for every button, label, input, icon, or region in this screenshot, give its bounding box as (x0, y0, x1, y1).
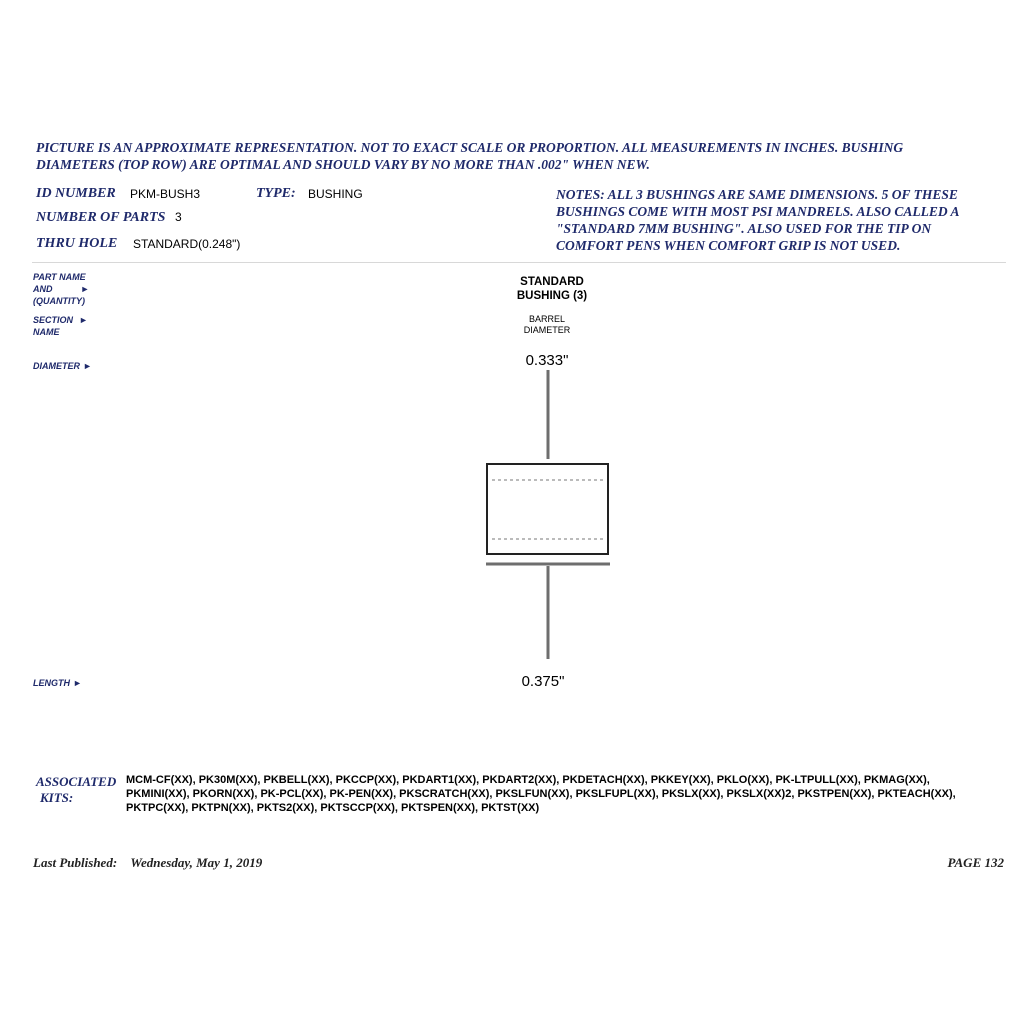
id-number-label: ID NUMBER (36, 186, 116, 201)
bushing-diagram (470, 365, 630, 665)
kits-label-line1: ASSOCIATED (36, 774, 117, 789)
part-name-row-label (33, 271, 89, 307)
section-label-line1: SECTION ► (33, 315, 88, 325)
part-name-label-line1: PART NAME (33, 272, 86, 282)
associated-kits-label (36, 774, 116, 806)
last-published (33, 855, 262, 871)
arrow-icon: ► (80, 284, 90, 294)
number-of-parts-value: 3 (175, 210, 182, 224)
part-name-line2: BUSHING (3) (516, 290, 588, 302)
part-name-label-line3: (QUANTITY) (33, 296, 85, 306)
section-name-line1: BARREL (528, 314, 565, 324)
number-of-parts-label: NUMBER OF PARTS (36, 210, 166, 225)
arrow-icon: ► (83, 361, 92, 371)
length-value: 0.375" (521, 673, 565, 690)
arrow-icon: ► (73, 678, 82, 688)
notes-text: NOTES: ALL 3 BUSHINGS ARE SAME DIMENSIONS. 5 OF THESE BUSHINGS COME WITH MOST PSI MANDRELS. ALSO CALLED A "STANDARD 7MM BUSHING". ALSO USED FOR THE TIP ON COMFORT PENS WHEN COMFORT GRIP IS NOT USED. (556, 187, 959, 253)
section-name (487, 314, 607, 336)
length-row-label: LENGTH ► (33, 678, 82, 688)
disclaimer-text: PICTURE IS AN APPROXIMATE REPRESENTATION. NOT TO EXACT SCALE OR PROPORTION. ALL MEASUREMENTS IN INCHES. BUSHING DIAMETERS (TOP ROW) ARE OPTIMAL AND SHOULD VARY BY NO MORE THAN .002" WHEN NEW. (36, 140, 904, 172)
part-name (472, 275, 632, 303)
thru-hole-label: THRU HOLE (36, 236, 118, 251)
arrow-icon: ► (79, 315, 88, 325)
kits-label-line2: KITS: (40, 790, 74, 805)
section-label-line2: NAME (33, 327, 60, 337)
associated-kits-list: MCM-CF(XX), PK30M(XX), PKBELL(XX), PKCCP(XX), PKDART1(XX), PKDART2(XX), PKDETACH(XX), PKKEY(XX), PKLO(XX), PK-LTPULL(XX), PKMAG(XX), PKMINI(XX), PKORN(XX), PK-PCL(XX), PK-PEN(XX), PKSCRATCH(XX), PKSLFUN(XX), PKSLFUPL(XX), PKSLX(XX), PKSLX(XX)2, PKSTPEN(XX), PKTEACH(XX), PKTPC(XX), PKTPN(XX), PKTS2(XX), PKTSCCP(XX), PKTSPEN(XX), PKTST(XX) (126, 774, 956, 814)
section-name-line2: DIAMETER (523, 325, 571, 335)
part-name-line1: STANDARD (520, 276, 584, 288)
page-number: PAGE 132 (947, 855, 1004, 870)
type-value: BUSHING (308, 187, 363, 201)
type-label: TYPE: (256, 186, 296, 201)
id-number-value: PKM-BUSH3 (130, 187, 201, 201)
section-name-row-label (33, 314, 88, 338)
thru-hole-value: STANDARD(0.248") (133, 237, 241, 251)
part-name-label-line2: AND ► (33, 284, 90, 294)
bushing-body (487, 464, 608, 554)
last-published-date: Wednesday, May 1, 2019 (130, 855, 263, 870)
last-published-label: Last Published: (33, 855, 118, 870)
header-divider (32, 262, 1006, 263)
diameter-row-label: DIAMETER ► (33, 361, 92, 371)
diameter-value: 0.333" (525, 352, 569, 369)
